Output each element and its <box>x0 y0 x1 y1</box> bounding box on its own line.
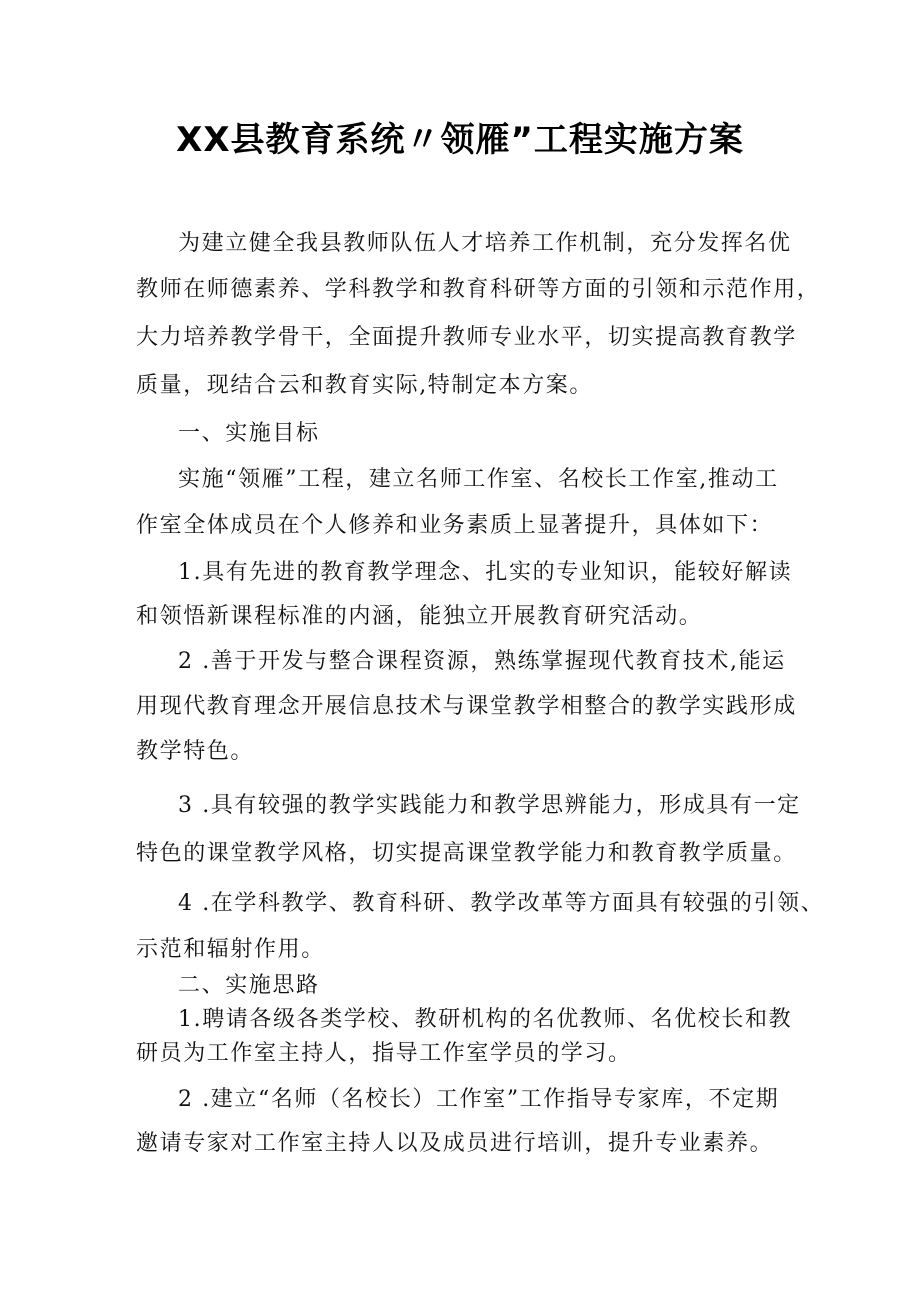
list-item-line: 研员为工作室主持人，指导工作室学员的学习。 <box>136 1041 632 1066</box>
list-item-line: 1.聘请各级各类学校、教研机构的名优教师、名优校长和教 <box>178 1007 793 1032</box>
paragraph-line: 大力培养教学骨干，全面提升教师专业水平，切实提高教育教学 <box>136 325 797 350</box>
list-item-line: 教学特色。 <box>136 739 255 764</box>
section-heading: 二、实施思路 <box>178 973 320 998</box>
list-item-line: 4 .在学科教学、教育科研、教学改革等方面具有较强的引领、 <box>178 891 825 916</box>
paragraph-line: 为建立健全我县教师队伍人才培养工作机制，充分发挥名优 <box>178 231 792 256</box>
list-item-line: 2 .善于开发与整合课程资源，熟练掌握现代教育技术,能运 <box>178 649 786 674</box>
paragraph-line: 教师在师德素养、学科教学和教育科研等方面的引领和示范作用， <box>136 277 821 302</box>
list-item-line: 示范和辐射作用。 <box>136 937 325 962</box>
paragraph-line: 质量，现结合云和教育实际,特制定本方案。 <box>136 373 593 398</box>
section-heading: 一、实施目标 <box>178 421 320 446</box>
list-item-line: 2 .建立“名师（名校长）工作室”工作指导专家库，不定期 <box>178 1087 780 1112</box>
paragraph-line: 作室全体成员在个人修养和业务素质上显著提升，具体如下： <box>136 513 774 538</box>
list-item-line: 邀请专家对工作室主持人以及成员进行培训，提升专业素养。 <box>136 1131 774 1156</box>
paragraph-line: 实施“领雁”工程，建立名师工作室、名校长工作室,推动工 <box>178 467 779 492</box>
list-item-line: 用现代教育理念开展信息技术与课堂教学相整合的教学实践形成 <box>136 694 797 719</box>
list-item-line: 1.具有先进的教育教学理念、扎实的专业知识，能较好解读 <box>178 560 793 585</box>
list-item-line: 特色的课堂教学风格，切实提高课堂教学能力和教育教学质量。 <box>136 841 797 866</box>
document-title: XX县教育系统〃领雁”工程实施方案 <box>176 120 744 160</box>
list-item-line: 3 .具有较强的教学实践能力和教学思辨能力，形成具有一定 <box>178 793 801 818</box>
list-item-line: 和领悟新课程标准的内涵，能独立开展教育研究活动。 <box>136 604 703 629</box>
